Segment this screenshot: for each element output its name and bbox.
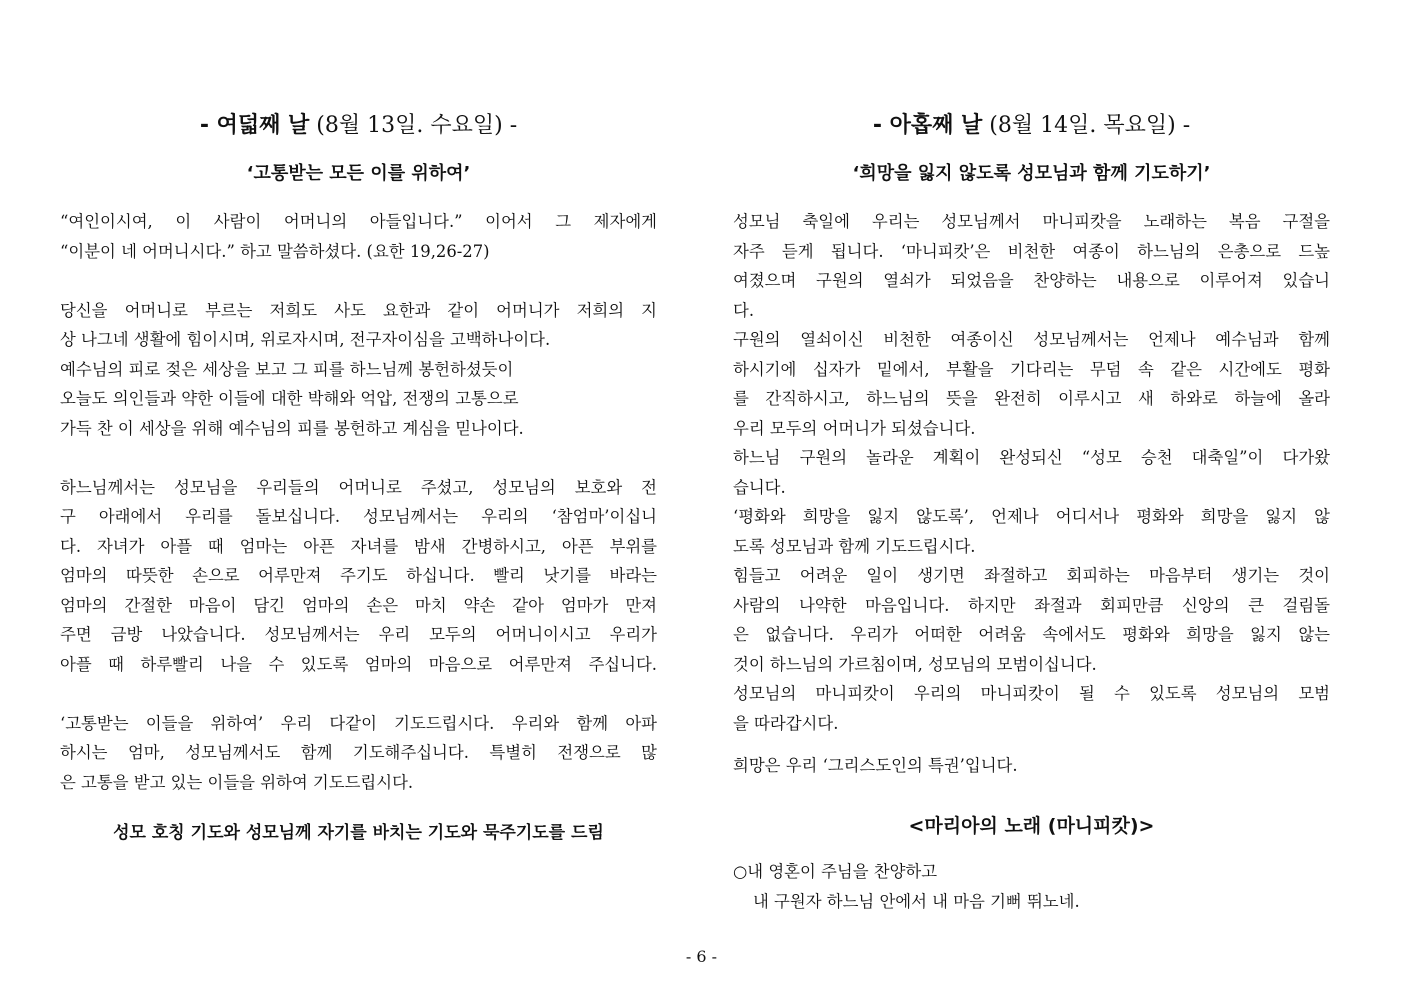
right-last-line: 희망은 우리 ‘그리스도인의 특권’입니다.	[733, 756, 1018, 775]
text-line: 성모님의 마니피캇이 우리의 마니피캇이 될 수 있도록 성모님의 모범	[733, 684, 1330, 703]
day-title-left-bold: - 여덟째 날	[199, 113, 310, 138]
text-line: 을 따라갑시다.	[733, 713, 839, 733]
text-line: ‘평화와 희망을 잃지 않도록’, 언제나 어디서나 평화와 희망을 잃지 않	[733, 507, 1330, 526]
text-line: 습니다.	[733, 477, 786, 497]
paragraph-gap	[60, 679, 657, 709]
text-line: 엄마의 간절한 마음이 담긴 엄마의 손은 마치 약손 같아 엄마가 만져	[60, 595, 657, 615]
text-line: 은 없습니다. 우리가 어떠한 어려움 속에서도 평화와 희망을 잃지 않는	[733, 625, 1330, 644]
text-line: “여인이시여, 이 사람이 어머니의 아들입니다.” 이어서 그 제자에게	[60, 212, 657, 231]
paragraph-gap	[60, 443, 657, 473]
day-title-right-bold: - 아홉째 날	[872, 113, 983, 138]
text-line: 은 고통을 받고 있는 이들을 위하여 기도드립시다.	[60, 772, 414, 792]
text-line: 가득 찬 이 세상을 위해 예수님의 피를 봉헌하고 계심을 믿나이다.	[60, 418, 524, 438]
text-line: 다. 자녀가 아플 때 엄마는 아픈 자녀를 밤새 간병하시고, 아픈 부위를	[60, 536, 657, 556]
closing-instruction: 성모 호칭 기도와 성모님께 자기를 바치는 기도와 묵주기도를 드림	[113, 823, 604, 843]
text-line: 하시는 엄마, 성모님께서도 함께 기도해주십니다. 특별히 전쟁으로 많	[60, 743, 657, 762]
paragraph-gap	[60, 266, 657, 296]
text-line: 여졌으며 구원의 열쇠가 되었음을 찬양하는 내용으로 이루어져 있습니	[733, 271, 1330, 290]
text-line: 당신을 어머니로 부르는 저희도 사도 요한과 같이 어머니가 저희의 지	[60, 300, 657, 320]
text-line: 도록 성모님과 함께 기도드립시다.	[733, 536, 976, 556]
text-line: 주면 금방 나았습니다. 성모님께서는 우리 모두의 어머니이시고 우리가	[60, 625, 657, 644]
text-line: 오늘도 의인들과 약한 이들에 대한 박해와 억압, 전쟁의 고통으로	[60, 389, 519, 408]
text-line: 것이 하느님의 가르침이며, 성모님의 모범이십니다.	[733, 654, 1097, 674]
text-line: 하느님께서는 성모님을 우리들의 어머니로 주셨고, 성모님의 보호와 전	[60, 477, 657, 497]
text-line: 성모님 축일에 우리는 성모님께서 마니피캇을 노래하는 복음 구절을	[733, 212, 1330, 231]
text-line: 힘들고 어려운 일이 생기면 좌절하고 회피하는 마음부터 생기는 것이	[733, 566, 1330, 585]
hymn-block	[733, 857, 1330, 916]
left-body-text	[60, 207, 657, 797]
text-line: 엄마의 따뜻한 손으로 어루만져 주기도 하십니다. 빨리 낫기를 바라는	[60, 566, 657, 585]
hymn-title: <마리아의 노래 (마니피캇)>	[908, 815, 1155, 837]
text-line: 상 나그네 생활에 힘이시며, 위로자시며, 전구자이심을 고백하나이다.	[60, 330, 551, 349]
day-title-left-date: (8월 13일. 수요일) -	[309, 113, 518, 138]
text-line: “이분이 네 어머니시다.” 하고 말씀하셨다. (요한 19,26-27)	[60, 241, 490, 261]
text-line: 예수님의 피로 젖은 세상을 보고 그 피를 하느님께 봉헌하셨듯이	[60, 359, 514, 379]
text-line: ‘고통받는 이들을 위하여’ 우리 다같이 기도드립시다. 우리와 함께 아파	[60, 713, 657, 733]
subtitle-right: ‘희망을 잃지 않도록 성모님과 함께 기도하기’	[852, 163, 1211, 184]
hymn-line: ○내 영혼이 주님을 찬양하고	[733, 862, 938, 881]
right-body-text	[733, 207, 1330, 738]
day-title-left	[60, 110, 657, 142]
text-line: 사람의 나약한 마음입니다. 하지만 좌절과 회피만큼 신앙의 큰 걸림돌	[733, 595, 1330, 615]
right-last-line-block	[733, 751, 1330, 781]
page-number: - 6 -	[685, 947, 718, 966]
subtitle-left: ‘고통받는 모든 이를 위하여’	[246, 163, 471, 184]
day-title-right	[733, 110, 1330, 142]
text-line: 를 간직하시고, 하느님의 뜻을 완전히 이루시고 새 하와로 하늘에 올라	[733, 389, 1330, 408]
text-line: 구 아래에서 우리를 돌보십니다. 성모님께서는 우리의 ‘참엄마’이십니	[60, 507, 657, 526]
text-line: 구원의 열쇠이신 비천한 여종이신 성모님께서는 언제나 예수님과 함께	[733, 330, 1330, 349]
hymn-line: 내 구원자 하느님 안에서 내 마음 기뻐 뛰노네.	[753, 891, 1080, 911]
text-line: 자주 듣게 됩니다. ‘마니피캇’은 비천한 여종이 하느님의 은총으로 드높	[733, 241, 1330, 261]
text-line: 다.	[733, 300, 755, 320]
day-title-right-date: (8월 14일. 목요일) -	[982, 113, 1191, 138]
text-line: 하느님 구원의 놀라운 계획이 완성되신 “성모 승천 대축일”이 다가왔	[733, 448, 1330, 467]
text-line: 아플 때 하루빨리 나을 수 있도록 엄마의 마음으로 어루만져 주십니다.	[60, 654, 657, 674]
text-line: 하시기에 십자가 밑에서, 부활을 기다리는 무덤 속 같은 시간에도 평화	[733, 359, 1330, 379]
text-line: 우리 모두의 어머니가 되셨습니다.	[733, 418, 976, 438]
